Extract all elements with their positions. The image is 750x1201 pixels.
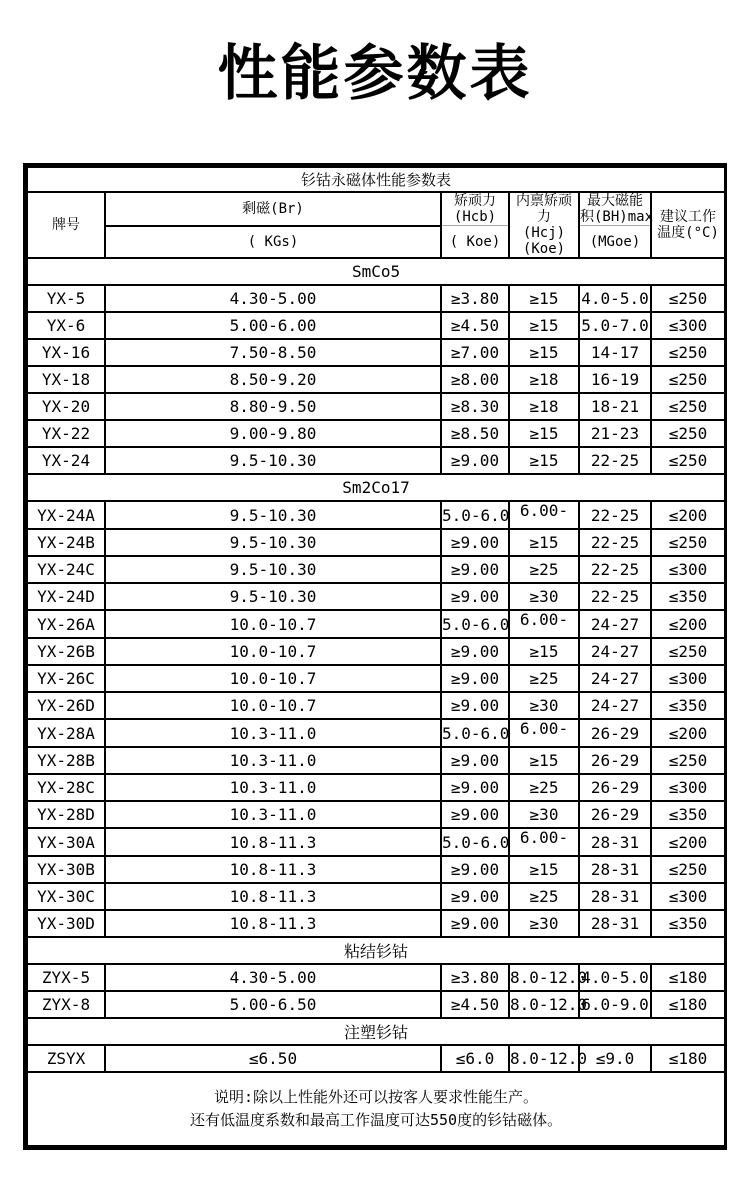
table-row <box>27 501 725 529</box>
cell-bhmax: 22-25 <box>579 501 651 529</box>
table-row <box>27 529 725 556</box>
cell-bhmax: 14-17 <box>579 339 651 366</box>
table-row <box>27 583 725 610</box>
cell-hcj: ≥15 <box>509 638 579 665</box>
cell-temp: ≤250 <box>651 447 725 474</box>
cell-hcb: 5.0-6.0 <box>441 828 509 856</box>
cell-temp: ≤350 <box>651 583 725 610</box>
cell-hcj: ≥25 <box>509 665 579 692</box>
cell-hcb: ≥9.00 <box>441 447 509 474</box>
cell-grade: ZSYX <box>27 1045 105 1072</box>
page-title: 性能参数表 <box>217 39 533 109</box>
cell-bhmax: 26-29 <box>579 801 651 828</box>
cell-bhmax: 4.0-5.0 <box>579 964 651 991</box>
table-row <box>27 420 725 447</box>
cell-hcj: ≥25 <box>509 556 579 583</box>
cell-hcj: ≥15 <box>509 447 579 474</box>
cell-temp: ≤300 <box>651 774 725 801</box>
cell-hcj: 6.00- <box>509 610 579 638</box>
cell-bhmax: 16-19 <box>579 366 651 393</box>
cell-br: 4.30-5.00 <box>105 964 441 991</box>
cell-grade: YX-22 <box>27 420 105 447</box>
header-row-2 <box>27 226 725 258</box>
cell-grade: YX-26C <box>27 665 105 692</box>
cell-hcb: ≥9.00 <box>441 747 509 774</box>
cell-grade: YX-24C <box>27 556 105 583</box>
cell-br: 10.8-11.3 <box>105 828 441 856</box>
cell-hcb: ≥9.00 <box>441 583 509 610</box>
cell-br: 8.50-9.20 <box>105 366 441 393</box>
table-row <box>27 856 725 883</box>
cell-bhmax: ≤9.0 <box>579 1045 651 1072</box>
cell-br: 9.5-10.30 <box>105 529 441 556</box>
cell-grade: YX-5 <box>27 285 105 312</box>
header-hcj-line4: (Koe) <box>522 241 566 257</box>
cell-br: 10.8-11.3 <box>105 856 441 883</box>
cell-temp: ≤200 <box>651 501 725 529</box>
header-hcb-label <box>441 192 509 226</box>
cell-hcb: ≥9.00 <box>441 638 509 665</box>
table-head <box>27 167 725 258</box>
cell-hcj: ≥30 <box>509 583 579 610</box>
cell-temp: ≤250 <box>651 339 725 366</box>
caption-row <box>27 167 725 192</box>
cell-temp: ≤300 <box>651 665 725 692</box>
table-row <box>27 312 725 339</box>
cell-hcb: ≥3.80 <box>441 964 509 991</box>
cell-grade: YX-18 <box>27 366 105 393</box>
cell-grade: YX-24 <box>27 447 105 474</box>
cell-br: 9.5-10.30 <box>105 583 441 610</box>
cell-temp: ≤250 <box>651 856 725 883</box>
header-bhmax-unit: (MGoe) <box>579 226 651 258</box>
section-label: SmCo5 <box>27 258 725 285</box>
cell-hcj: 8.0-12.0 <box>509 991 579 1018</box>
section-row <box>27 1018 725 1045</box>
cell-temp: ≤350 <box>651 692 725 719</box>
cell-hcj: ≥25 <box>509 774 579 801</box>
cell-br: 10.3-11.0 <box>105 801 441 828</box>
cell-hcj: ≥30 <box>509 910 579 937</box>
cell-hcb: ≥9.00 <box>441 556 509 583</box>
cell-bhmax: 24-27 <box>579 692 651 719</box>
header-hcj-line1: 内禀矫顽 <box>516 193 572 209</box>
cell-bhmax: 26-29 <box>579 719 651 747</box>
table-row <box>27 447 725 474</box>
cell-hcj: ≥25 <box>509 883 579 910</box>
cell-hcj: ≥15 <box>509 339 579 366</box>
cell-hcb: 5.0-6.0 <box>441 719 509 747</box>
cell-bhmax: 28-31 <box>579 910 651 937</box>
cell-hcb: ≥8.30 <box>441 393 509 420</box>
cell-hcj: ≥15 <box>509 529 579 556</box>
cell-hcj: ≥30 <box>509 692 579 719</box>
section-row <box>27 474 725 501</box>
cell-br: 10.0-10.7 <box>105 692 441 719</box>
cell-br: 7.50-8.50 <box>105 339 441 366</box>
section-label: 注塑钐钴 <box>27 1018 725 1045</box>
cell-hcj: ≥15 <box>509 747 579 774</box>
table-row <box>27 910 725 937</box>
cell-temp: ≤250 <box>651 420 725 447</box>
cell-hcj: ≥15 <box>509 312 579 339</box>
note <box>27 1072 725 1146</box>
table-row <box>27 1045 725 1072</box>
table-row <box>27 610 725 638</box>
cell-grade: YX-16 <box>27 339 105 366</box>
table-row <box>27 692 725 719</box>
cell-temp: ≤250 <box>651 529 725 556</box>
header-grade: 牌号 <box>27 192 105 258</box>
table-row <box>27 638 725 665</box>
cell-bhmax: 6.0-9.0 <box>579 991 651 1018</box>
cell-bhmax: 21-23 <box>579 420 651 447</box>
section-label: Sm2Co17 <box>27 474 725 501</box>
cell-temp: ≤300 <box>651 556 725 583</box>
cell-br: 10.0-10.7 <box>105 610 441 638</box>
note-row <box>27 1072 725 1146</box>
cell-hcb: ≥7.00 <box>441 339 509 366</box>
cell-temp: ≤250 <box>651 285 725 312</box>
cell-hcj: ≥30 <box>509 801 579 828</box>
cell-temp: ≤200 <box>651 719 725 747</box>
cell-hcj: 8.0-12.0 <box>509 964 579 991</box>
section-label: 粘结钐钴 <box>27 937 725 964</box>
table-row <box>27 801 725 828</box>
note-line2: 还有低温度系数和最高工作温度可达550度的钐钴磁体。 <box>189 1111 563 1129</box>
cell-br: 10.0-10.7 <box>105 638 441 665</box>
cell-temp: ≤200 <box>651 610 725 638</box>
cell-temp: ≤250 <box>651 638 725 665</box>
cell-br: 8.80-9.50 <box>105 393 441 420</box>
cell-hcj: 6.00- <box>509 719 579 747</box>
cell-br: 5.00-6.50 <box>105 991 441 1018</box>
cell-hcj: 8.0-12.0 <box>509 1045 579 1072</box>
table-row <box>27 964 725 991</box>
cell-hcb: ≥8.00 <box>441 366 509 393</box>
header-hcb-line1: 矫顽力 <box>454 193 496 210</box>
cell-hcb: ≥9.00 <box>441 665 509 692</box>
cell-grade: YX-28A <box>27 719 105 747</box>
cell-grade: YX-24A <box>27 501 105 529</box>
cell-br: 10.8-11.3 <box>105 910 441 937</box>
header-hcj <box>509 192 579 258</box>
spec-table-wrapper <box>23 163 727 1150</box>
cell-bhmax: 28-31 <box>579 828 651 856</box>
cell-grade: YX-28C <box>27 774 105 801</box>
table-row <box>27 393 725 420</box>
cell-temp: ≤300 <box>651 883 725 910</box>
table-row <box>27 774 725 801</box>
table-row <box>27 991 725 1018</box>
table-row <box>27 747 725 774</box>
cell-bhmax: 28-31 <box>579 856 651 883</box>
cell-br: 10.0-10.7 <box>105 665 441 692</box>
table-caption: 钐钴永磁体性能参数表 <box>27 167 725 192</box>
table-body <box>27 258 725 1072</box>
cell-grade: YX-24D <box>27 583 105 610</box>
cell-hcb: ≥9.00 <box>441 801 509 828</box>
cell-bhmax: 22-25 <box>579 556 651 583</box>
table-row <box>27 285 725 312</box>
cell-grade: YX-30C <box>27 883 105 910</box>
cell-bhmax: 5.0-7.0 <box>579 312 651 339</box>
cell-hcj: ≥18 <box>509 393 579 420</box>
cell-br: 5.00-6.00 <box>105 312 441 339</box>
cell-br: 9.00-9.80 <box>105 420 441 447</box>
cell-temp: ≤250 <box>651 366 725 393</box>
cell-grade: YX-26B <box>27 638 105 665</box>
cell-hcb: ≥9.00 <box>441 529 509 556</box>
cell-grade: YX-20 <box>27 393 105 420</box>
cell-bhmax: 4.0-5.0 <box>579 285 651 312</box>
cell-hcb: ≥9.00 <box>441 692 509 719</box>
cell-grade: YX-26D <box>27 692 105 719</box>
cell-br: 9.5-10.30 <box>105 447 441 474</box>
header-br-label: 剩磁(Br) <box>105 192 441 226</box>
cell-bhmax: 18-21 <box>579 393 651 420</box>
cell-temp: ≤200 <box>651 828 725 856</box>
cell-br: ≤6.50 <box>105 1045 441 1072</box>
cell-temp: ≤350 <box>651 801 725 828</box>
cell-bhmax: 22-25 <box>579 583 651 610</box>
cell-hcb: ≥9.00 <box>441 856 509 883</box>
cell-hcb: ≥9.00 <box>441 910 509 937</box>
header-hcb-line2: (Hcb) <box>453 209 497 226</box>
header-hcj-line3: (Hcj) <box>522 225 566 241</box>
cell-bhmax: 22-25 <box>579 529 651 556</box>
cell-temp: ≤350 <box>651 910 725 937</box>
cell-hcb: 5.0-6.0 <box>441 610 509 638</box>
cell-grade: YX-6 <box>27 312 105 339</box>
table-row <box>27 665 725 692</box>
header-temp-line1: 建议工作 <box>660 209 717 225</box>
header-row-1 <box>27 192 725 226</box>
header-bhmax-label <box>579 192 654 226</box>
cell-hcj: ≥18 <box>509 366 579 393</box>
header-bhmax-line2: 积(BH)max <box>580 209 654 226</box>
cell-hcb: ≥4.50 <box>441 991 509 1018</box>
table-row <box>27 366 725 393</box>
cell-grade: YX-26A <box>27 610 105 638</box>
cell-temp: ≤180 <box>651 964 725 991</box>
table-row <box>27 828 725 856</box>
table-row <box>27 339 725 366</box>
cell-temp: ≤250 <box>651 393 725 420</box>
header-br-unit: ( KGs) <box>105 226 441 258</box>
cell-temp: ≤300 <box>651 312 725 339</box>
cell-grade: YX-28D <box>27 801 105 828</box>
header-bhmax-line1: 最大磁能 <box>587 193 643 210</box>
cell-grade: ZYX-8 <box>27 991 105 1018</box>
header-temp <box>651 192 725 258</box>
header-hcj-line2: 力 <box>537 209 551 225</box>
header-hcb-unit: ( Koe) <box>441 226 509 258</box>
cell-br: 10.3-11.0 <box>105 719 441 747</box>
cell-bhmax: 26-29 <box>579 774 651 801</box>
cell-br: 9.5-10.30 <box>105 556 441 583</box>
cell-temp: ≤250 <box>651 747 725 774</box>
cell-hcj: ≥15 <box>509 856 579 883</box>
cell-hcj: 6.00- <box>509 501 579 529</box>
table-row <box>27 883 725 910</box>
cell-hcj: ≥15 <box>509 420 579 447</box>
cell-br: 10.3-11.0 <box>105 774 441 801</box>
cell-hcb: 5.0-6.0 <box>441 501 509 529</box>
cell-grade: YX-24B <box>27 529 105 556</box>
table-foot <box>27 1072 725 1146</box>
table-row <box>27 556 725 583</box>
cell-bhmax: 24-27 <box>579 638 651 665</box>
cell-bhmax: 22-25 <box>579 447 651 474</box>
cell-bhmax: 28-31 <box>579 883 651 910</box>
cell-br: 9.5-10.30 <box>105 501 441 529</box>
cell-br: 4.30-5.00 <box>105 285 441 312</box>
cell-hcj: 6.00- <box>509 828 579 856</box>
header-temp-line2: 温度(°C) <box>657 225 719 241</box>
cell-hcb: ≥3.80 <box>441 285 509 312</box>
cell-temp: ≤180 <box>651 991 725 1018</box>
cell-br: 10.3-11.0 <box>105 747 441 774</box>
cell-hcb: ≥4.50 <box>441 312 509 339</box>
section-row <box>27 937 725 964</box>
cell-br: 10.8-11.3 <box>105 883 441 910</box>
cell-hcb: ≥9.00 <box>441 883 509 910</box>
cell-grade: YX-30A <box>27 828 105 856</box>
cell-grade: ZYX-5 <box>27 964 105 991</box>
cell-hcb: ≤6.0 <box>441 1045 509 1072</box>
cell-hcb: ≥8.50 <box>441 420 509 447</box>
cell-hcb: ≥9.00 <box>441 774 509 801</box>
cell-grade: YX-30D <box>27 910 105 937</box>
cell-bhmax: 24-27 <box>579 665 651 692</box>
cell-bhmax: 24-27 <box>579 610 651 638</box>
cell-temp: ≤180 <box>651 1045 725 1072</box>
spec-table <box>26 166 726 1147</box>
cell-hcj: ≥15 <box>509 285 579 312</box>
section-row <box>27 258 725 285</box>
table-row <box>27 719 725 747</box>
cell-grade: YX-30B <box>27 856 105 883</box>
cell-grade: YX-28B <box>27 747 105 774</box>
note-line1: 说明:除以上性能外还可以按客人要求性能生产。 <box>214 1088 539 1106</box>
cell-bhmax: 26-29 <box>579 747 651 774</box>
